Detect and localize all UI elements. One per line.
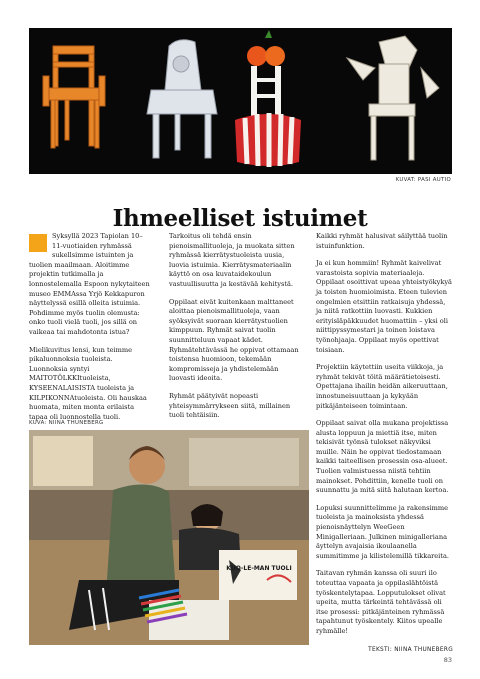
text-column-1: [29, 232, 151, 430]
article-author: TEKSTI: NIINA THUNEBERG: [368, 647, 453, 653]
paragraph: Lopuksi suunnittelimme ja rakensimme tuoleista ja mainoksista yhdessä pienoisnäyttelyn WeeGeen Minigalleriaan. Julkinen minigalleriana äyttelyn avajaisia ikoulaanella summitimme ja kilistelemillä tikkareita.: [316, 503, 449, 560]
chairs-illustration: [29, 28, 452, 174]
paragraph: Taitavan ryhmän kanssa oli suuri ilo toteuttaa vapaata ja oppilaslähtöistä työskentelytapaa. Lopputulokset olivat upeita, mutta tärkeintä tehtävässä oli itse prosessi: pitkäjänteinen ryhmässä tapahtunut työskentely. Kiitos upealle ryhmälle!: [316, 569, 446, 635]
text-column-3: [316, 232, 452, 645]
article-title: Ihmeelliset istuimet: [112, 205, 368, 233]
paragraph: Mielikuvitus lensi, kun teimme pikaluonnoksia tuoleista. Luonnoksia syntyi MAITOTÖLKKItuoleista, KYSEENALAISISTA tuoleista ja KILPIKONNAtuoleista. Oli hauskaa huomata, miten monta erilaista tapaa oli luonnostella tuoli.: [29, 345, 147, 421]
kids-drawing-illustration: [29, 430, 309, 645]
photo-credit-bottom: KUVA: NIINA THUNEBERG: [29, 420, 104, 426]
paragraph: Tarkoitus oli tehdä ensin pienoismallituoleja, ja muokata sitten ryhmässä kierrätystuoleista uusia, luovia istuimia. Kierrätysmateriaalin käyttö on osa kuvataidekoulun vastuullisuutta ja kestävää kehitystä.: [169, 232, 295, 288]
paragraph: Oppilaat eivät kuitenkaan malttaneet aloittaa pienoismallituoleja, vaan syöksyivät suoraan kierrätystuolien kimppuun. Ryhmät saivat tuolin suunnitteluun vapaat kädet. Ryhmätehtävässä he oppivat ottamaan toistensa huomioon, tekemään kompromisseja ja yhdistelemään luovasti ideoita.: [169, 297, 299, 383]
paragraph: Kaikki ryhmät halusivat säilyttää tuolin istuinfunktion.: [316, 232, 448, 250]
chairs-photo: [29, 28, 452, 174]
photo-credit-top: KUVAT: PASI AUTIO: [395, 177, 451, 183]
paragraph: Projektiin käytettiin useita viikkoja, ja ryhmät tekivät töitä määrätietoisesti. Opettajana ihailin heidän aikeruuttaan, innostuneisuuttaan ja kykyään pitkäjänteiseen toimintaan.: [316, 363, 448, 410]
paragraph: Ryhmät päätyivät nopeasti yhteisymmärrykseen siitä, millainen tuoli tehtäisiin.: [169, 391, 291, 420]
paragraph: Ja ei kun hommiin! Ryhmät kaivelivat varastoista sopivia materiaaleja. Oppilaat osoittivat upeaa yhteistyökykyä ja toisten huomioimista. Eteen tulevien ongelmien etsittiin ratkaisuja yhdessä, ja niitä ratkottiin luovasti. Kukkien erityisläpäkkuudet huomattiin – yksi oli niittipyssymestari ja toinen loistava työnohjaaja. Oppilaat myös opettivat toisiaan.: [316, 259, 452, 354]
accent-square: [29, 234, 47, 252]
kids-drawing-photo: [29, 430, 309, 645]
page-number: 83: [443, 656, 452, 664]
drawing-sign-text: KUO-LE-MAN TUOLI: [226, 565, 292, 572]
paragraph: Syksyllä 2023 Tapiolan 10–11-vuotiaiden ryhmässä sukellsimme istuinten ja tuolien maailmaan. Aloitimme projektin tutkimalla ja lonnostelemalla Espoon nykytaiteen museo EMMAssa Yrjö Kekkapuron näyttelyssä esillä olleita istuimia. Pohdimme myös tuolin olemusta: onko tuoli vielä tuoli, jos sillä on vaikeaa tai mahdotonta istua?: [29, 232, 150, 336]
paragraph: Oppilaat saivat olla mukana projektissa alusta loppuun ja miettiä itse, miten tekisivät työnsä tulokset näkyviksi muille. Näin he oppivat tiedostamaan kaikki taiteellisen prosessin osa-alueet. Tuolien valmistuessa niistä tehtiin mainokset. Pohdittiin, kenelle tuoli on suunnattu ja mitä siitä halutaan kertoa.: [316, 419, 449, 495]
text-column-2: [169, 232, 300, 429]
